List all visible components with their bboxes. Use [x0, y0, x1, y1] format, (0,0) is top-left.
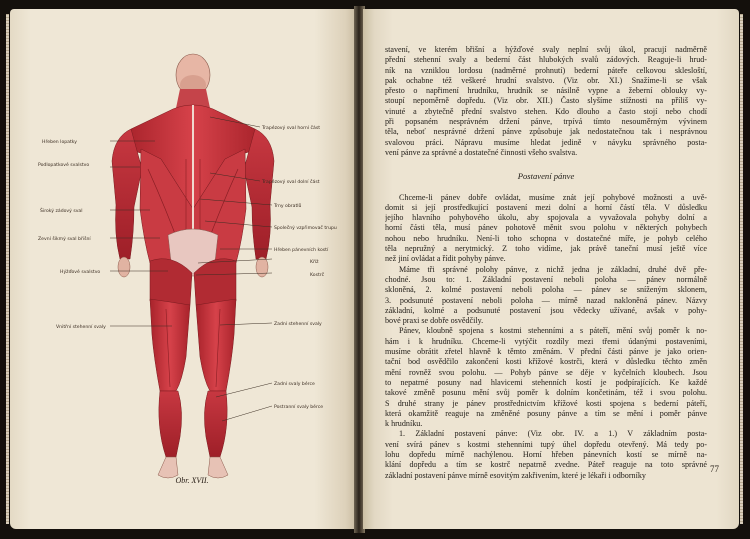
right-page	[363, 9, 739, 529]
text-line: stoupí nepoměrně dopředu. (Viz obr. XII.) Často slyšíme stížnosti na příliš vy-	[385, 96, 707, 106]
text-line: lohu dopředu mírně nachýlenou. Horní hřeben pánevních kostí se mírně na-	[385, 449, 707, 459]
label-vzprimovac: Společný vzpřimovač trupu	[274, 226, 337, 231]
left-page	[10, 9, 356, 529]
paragraph-5	[385, 429, 707, 480]
anatomy-figure	[10, 9, 356, 529]
text-line: 1. Základní postavení pánve: (Viz obr. IV. a 1.) V základním posta-	[399, 429, 707, 439]
page-edges-right	[740, 14, 743, 524]
text-line: horní části těla, musí pánev pohotově měnit svou polohu v některých pohybech	[385, 223, 707, 233]
text-line: vení pánve za správné a dostatečné činnosti všeho svalstva.	[385, 147, 578, 157]
text-line: klání dopředu a tím se kostrč nepatrně zvedne. Páteř reaguje na toto správné	[385, 460, 707, 470]
paragraph-3	[385, 265, 707, 327]
text-line: skloněná, 2. kolmé postavení neboli poloha — pánev se sníženým sklonem,	[385, 285, 707, 295]
text-line: těla nepružný a nerytmický. Z toho vidíme, jak právě taneční musí ještě více	[385, 244, 707, 254]
label-hreben-lopatky: Hřeben lopatky	[42, 140, 78, 145]
text-line: stavení, ve kterém břišní a hýžďové svaly neplní svůj úkol, pracují nadměrně	[385, 45, 707, 54]
text-line: Máme tři správné polohy pánve, z nichž jedna je základní, druhé dvě pře-	[399, 264, 707, 274]
text-line: vení svírá pánev s kostmi stehenními tupý úhel dopředu otevřený. Má tedy po-	[385, 439, 707, 449]
label-trny-obratlu: Trny obratlů	[274, 204, 302, 209]
figure-caption: Obr. XVII.	[175, 476, 209, 485]
text-line: S druhé strany je pánev prostřednictvím křížové kosti spojena s bederní páteří,	[385, 398, 707, 408]
text-line: Pánev, kloubně spojena s kostmi stehenními a s páteří, mění svůj poměr k no-	[399, 326, 707, 336]
label-hreben-panevnich: Hřeben pánevních kostí	[274, 248, 329, 253]
label-kriz: Kříž	[310, 260, 319, 265]
text-line: základní postavení pánve mírně esovitým zakřivením, které je lékaři i odborníky	[385, 470, 646, 480]
label-zadni-stehenni: Zadní stehenní svaly	[274, 322, 322, 327]
paragraph-1	[385, 45, 707, 158]
text-line: svalovou práci. Nápravu musíme hledat jedině v návyku správného posta-	[385, 137, 707, 147]
label-kostrc: Kostrč	[310, 273, 325, 278]
muscular-body-back-view	[112, 54, 274, 478]
text-line: to nepatrné posuny nad hlavicemi stehenních kostí je podpírajících. Ke každé	[385, 377, 707, 387]
label-siroky-zadovy: Široký zádový sval	[40, 209, 83, 214]
text-line: vinuté a zbytečně přední svalstvo stehen. Kdo dlouho a často stojí nebo chodí	[385, 106, 707, 116]
text-line: takové změně posunu mění svůj poměr k dolním končetinám, též i svou polohu.	[385, 388, 707, 398]
text-line: mění rovněž svou polohu. — Pohyb pánve se děje v kyčelních kloubech. Jsou	[385, 367, 707, 377]
label-trapez-horni: Trapézový sval horní část	[262, 126, 321, 131]
text-line: která okamžitě reaguje na změněné posuny pánve a tím se mění i poměr pánve	[385, 408, 707, 418]
label-podlopatkove: Podlopatkové svalstvo	[38, 163, 90, 168]
text-line: musíme obrátit zřetel hlavně k těmto změnám. V přední části pánve je jako orien-	[385, 347, 707, 357]
text-line: přesto o napřimení hrudníku, hrudník se násilně vypne a žeberní oblouky vy-	[385, 86, 707, 96]
text-line: k hrudníku.	[385, 419, 423, 429]
text-line: těla, neboť nesprávné držení pánve způsobuje jak nedostatečnou tak i nesprávnou	[385, 127, 707, 137]
text-line: 3. podsunuté postavení neboli poloha — mírně nazad nakloněná pánev. Názvy	[385, 295, 707, 305]
paragraph-2	[385, 193, 707, 265]
text-line: hám i k hrudníku. Chceme-li vytýčit rozdíly mezi třemi údanými postaveními,	[385, 336, 707, 346]
text-line: tační bod osvědčilo zakončení kosti křížové kostrči, která v důsledku těchto změn	[385, 357, 707, 367]
text-line: domit si její prostředkující postavení mezi dolní a horní částí těla. V důsledku	[385, 202, 707, 212]
label-zadni-berce: Zadní svaly bérce	[274, 382, 315, 387]
text-line: pak ochabne též veškeré hrudní svalstvo. (Viz obr. XI.) Snažíme-li se však	[385, 75, 707, 85]
labels-left	[38, 138, 106, 330]
text-line: Chceme-li pánev dobře ovládat, musíme znát její pohybové možnosti a uvě-	[399, 192, 707, 202]
text-line: než jiní ovládat a řídit pohyby pánve.	[385, 254, 506, 264]
page-number: 77	[710, 464, 719, 474]
text-line: chodné. Jsou to: 1. Základní postavení neboli poloha — pánev normálně	[385, 274, 707, 284]
label-hyzdove: Hýžďové svalstvo	[60, 270, 101, 275]
label-postranni-berce: Postranní svaly bérce	[274, 405, 324, 410]
text-line: nohou nebo hrudníku. Není-li toho schopna v dostatečné míře, je pohyb celého	[385, 233, 707, 243]
section-heading: Postavení pánve	[517, 171, 575, 182]
label-trapez-dolni: Trapézový sval dolní část	[262, 180, 320, 185]
label-zevni-sikmy: Zevní šikmý sval břišní	[38, 237, 91, 242]
paragraph-4	[385, 326, 707, 429]
text-line: základní, kolmé a podsunuté postavení jsou vědecky užívané, avšak v pohy-	[385, 305, 707, 315]
label-vnitrni-stehenni: Vnitřní stehenní svaly	[56, 325, 106, 330]
text-line: ník na vzniklou lordosu (nadměrné prohnutí) bederní páteře celkovou sklesloští,	[385, 65, 707, 75]
text-line: jejího hlavního pohybového úkolu, aby spojovala a vyvažovala pohyby dolní a	[385, 213, 707, 223]
body-text	[385, 45, 707, 481]
text-line: při popsaném nesprávném držení pánve, trpívá tímto nesouměrným vývinem	[385, 117, 707, 127]
text-line: bové praxi se dobře osvědčily.	[385, 316, 484, 326]
text-line: přední stehenní svaly a bederní část hlubokých svalů zádových. Reaguje-li hrud-	[385, 55, 707, 65]
page-edges-left	[6, 14, 9, 524]
